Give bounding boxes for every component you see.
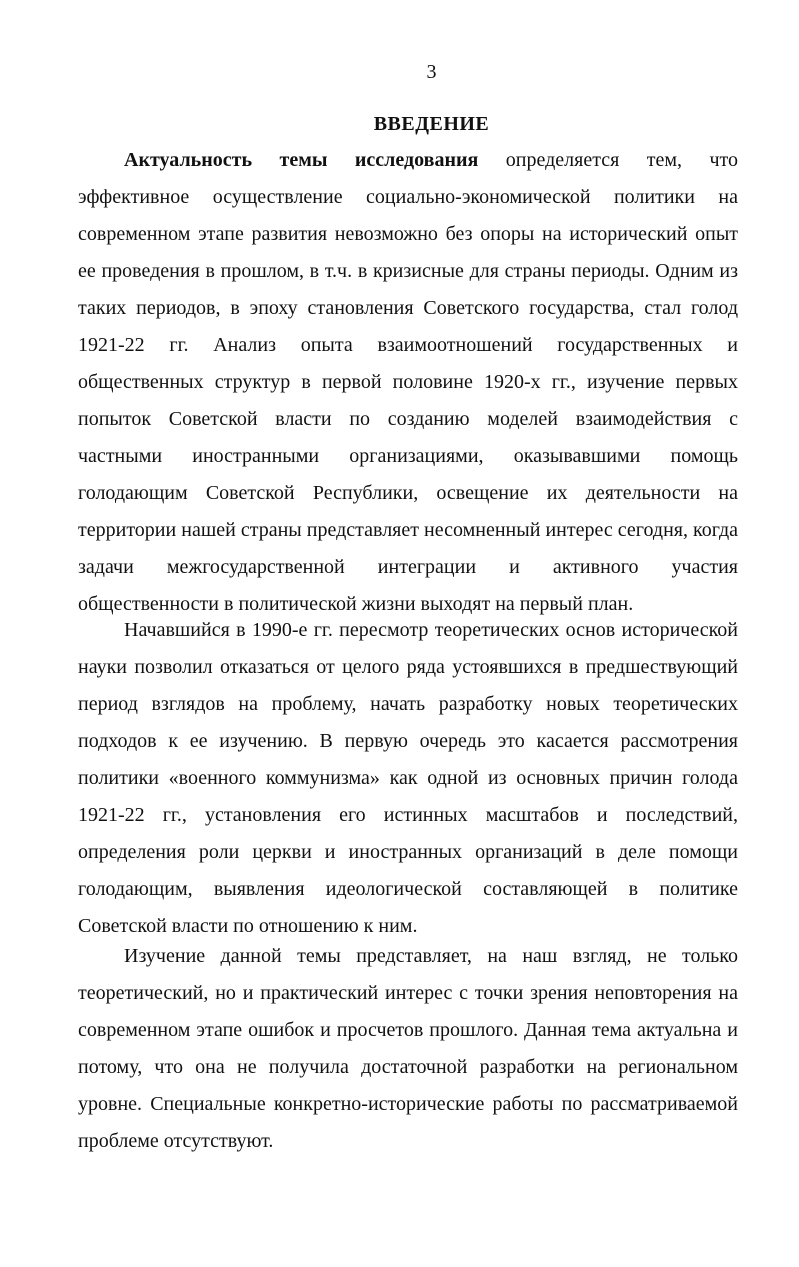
paragraph-study-interest xyxy=(78,938,738,1160)
page-number: 3 xyxy=(426,61,437,83)
paragraph-relevance xyxy=(78,142,738,623)
relevance-text: определяется тем, что эффективное осуществление социально-экономической политики на современном этапе развития невозможно без опоры на исторический опыт ее проведения в прошлом, в т.ч. в кризисные для страны периоды. Одним из таких периодов, в эпоху становления Советского государства, стал голод 1921-22 гг. Анализ опыта взаимоотношений государственных и общественных структур в первой половине 1920-х гг., изучение первых попыток Советской власти по созданию моделей взаимодействия с частными иностранными организациями, оказывавшими помощь голодающим Советской Республики, освещение их деятельности на территории нашей страны представляет несомненный интерес сегодня, когда задачи межгосударственной интеграции и активного участия общественности в политической жизни выходят на первый план. xyxy=(78,149,739,615)
paragraph-revision xyxy=(78,612,738,945)
revision-text: Начавшийся в 1990-е гг. пересмотр теоретических основ исторической науки позволил отказаться от целого ряда устоявшихся в предшествующий период взглядов на проблему, начать разработку новых теоретических подходов к ее изучению. В первую очередь это касается рассмотрения политики «военного коммунизма» как одной из основных причин голода 1921-22 гг., установления его истинных масштабов и последствий, определения роли церкви и иностранных организаций в деле помощи голодающим, выявления идеологической составляющей в политике Советской власти по отношению к ним. xyxy=(78,619,738,937)
relevance-lead-phrase: Актуальность темы исследования xyxy=(124,149,479,171)
section-heading: ВВЕДЕНИЕ xyxy=(373,113,490,135)
study-interest-text: Изучение данной темы представляет, на наш взгляд, не только теоретический, но и практический интерес с точки зрения неповторения на современном этапе ошибок и просчетов прошлого. Данная тема актуальна и потому, что она не получила достаточной разработки на региональном уровне. Специальные конкретно-исторические работы по рассматриваемой проблеме отсутствуют. xyxy=(78,945,738,1152)
